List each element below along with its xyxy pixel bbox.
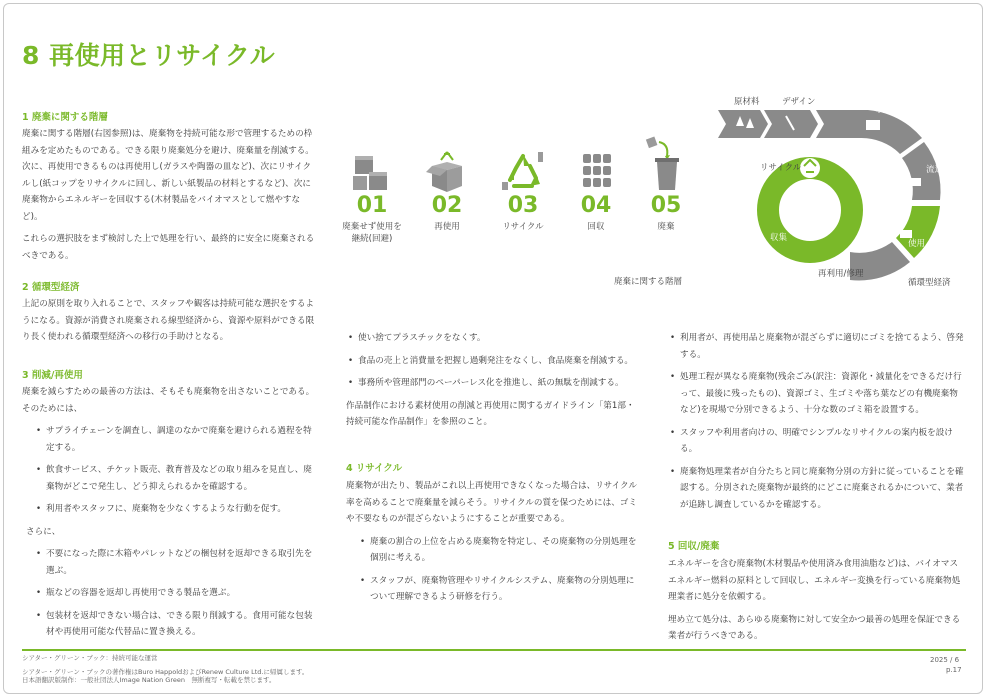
list-item: • スタッフや利用者向けの、明確でシンプルなリサイクルの案内板を設ける。 xyxy=(668,425,964,458)
section-heading-3: 3 削減/再使用 xyxy=(22,370,83,381)
paragraph: 作品制作における素材使用の削減と再使用に関するガイドライン「第1部・持続可能な作品制作」を参照のこと。 xyxy=(346,400,635,427)
paragraph: さらに、 xyxy=(26,526,61,537)
ce-label-manufacturing: 製造 xyxy=(876,105,894,115)
boxes-icon xyxy=(351,148,393,194)
list-item: • スタッフが、廃棄物管理やリサイクルシステム、廃棄物の分別処理について理解できるよう研修を行う。 xyxy=(358,573,642,606)
hierarchy-step-04 xyxy=(566,148,626,233)
bullet-list xyxy=(358,534,642,606)
recycle-icon xyxy=(500,148,546,194)
ce-label-raw-materials: 原材料 xyxy=(734,97,760,107)
step-label: 回収 xyxy=(587,222,605,232)
open-box-icon xyxy=(426,148,468,194)
footer-translation: 日本語翻訳版制作：一般社団法人Image Nation Green 無断複写・転載を禁じます。 xyxy=(22,676,276,684)
section-heading-5: 5 回収/廃棄 xyxy=(668,541,720,552)
step-number: 04 xyxy=(580,193,612,218)
circular-economy-caption: 循環型経済 xyxy=(908,278,951,288)
circular-economy-diagram xyxy=(700,90,970,290)
footer-date: 2025 / 6 xyxy=(930,656,960,664)
footer-rule xyxy=(22,649,966,651)
paragraph: エネルギーを含む廃棄物(木材製品や使用済み食用油脂など)は、バイオマスエネルギー燃料の原料として回収し、エネルギー変換を行っている廃棄物処理業者に処分を依頼する。 xyxy=(668,559,961,602)
hierarchy-step-02 xyxy=(417,148,477,233)
footer-title: シアター・グリーン・ブック：持続可能な運営 xyxy=(22,654,158,662)
section-heading-4: 4 リサイクル xyxy=(346,463,403,474)
footer-copyright: シアター・グリーン・ブックの著作権はBuro HappoldおよびRenew Culture Ltd.に帰属します。 xyxy=(22,668,309,676)
bullet-list xyxy=(346,330,642,392)
ce-label-design: デザイン xyxy=(782,97,816,107)
section-2-body xyxy=(22,296,318,346)
paragraph: これらの選択肢をまず検討した上で処理を行い、最終的に安全に廃棄されるべきである。 xyxy=(22,234,315,261)
section-heading-2: 2 循環型経済 xyxy=(22,282,80,293)
page-title: 8 再使用とリサイクル xyxy=(22,41,276,70)
section-1-body xyxy=(22,126,318,264)
list-item: • サプライチェーンを調査し、調達のなかで廃棄を避けられる過程を特定する。 xyxy=(34,423,318,456)
ce-label-distribution: 流通 xyxy=(926,165,944,175)
hierarchy-caption: 廃棄に関する階層 xyxy=(614,277,683,287)
step-label: 廃棄 xyxy=(657,222,675,232)
bullet-list xyxy=(34,546,318,641)
ce-label-reuse-repair: 再利用/修理 xyxy=(818,269,864,279)
step-number: 05 xyxy=(650,193,682,218)
step-number: 01 xyxy=(356,193,388,218)
list-item: • 処理工程が異なる廃棄物(残余ごみ(訳注：資源化・減量化をできるだけ行って、最後に残ったもの)、資源ゴミ、生ゴミや落ち葉などの有機廃棄物など)を現場で分別できるよう、十分な数のゴミ箱を設置する。 xyxy=(668,369,964,419)
step-label: リサイクル xyxy=(502,222,544,232)
ce-label-collection: 収集 xyxy=(770,233,788,243)
hierarchy-step-05 xyxy=(636,134,696,233)
list-item: • 食品の売上と消費量を把握し過剰発注をなくし、食品廃棄を削減する。 xyxy=(346,353,642,370)
stacked-cans-icon xyxy=(575,148,617,194)
column-2-top xyxy=(346,330,642,431)
section-5-body xyxy=(668,556,964,645)
section-3-body xyxy=(22,384,318,647)
list-item: • 廃棄の割合の上位を占める廃棄物を特定し、その廃棄物の分別処理を個別に考える。 xyxy=(358,534,642,567)
step-number: 03 xyxy=(507,193,539,218)
paragraph: 廃棄を減らすための最善の方法は、そもそも廃棄物を出さないことである。そのためには、 xyxy=(22,387,315,414)
list-item: • 廃棄物処理業者が自分たちと同じ廃棄物分別の方針に従っていることを確認する。分別された廃棄物が最終的にどこに廃棄されるかについて、業者が追跡し調査しているかを確認する。 xyxy=(668,464,964,514)
list-item: • 瓶などの容器を返却し再使用できる製品を選ぶ。 xyxy=(34,585,318,602)
trash-bin-icon xyxy=(643,134,689,194)
paragraph: 埋め立て処分は、あらゆる廃棄物に対して安全かつ最善の処理を保証できる業者が行うべきである。 xyxy=(668,614,961,641)
step-number: 02 xyxy=(431,193,463,218)
list-item: • 不要になった際に木箱やパレットなどの梱包材を返却できる取引先を選ぶ。 xyxy=(34,546,318,579)
paragraph: 上記の原則を取り入れることで、スタッフや観客は持続可能な選択をするようになる。資源が消費され廃棄される線型経済から、資源や原料ができる限り長く使われる循環型経済への移行の手助けとなる。 xyxy=(22,299,315,342)
list-item: • 使い捨てプラスチックをなくす。 xyxy=(346,330,642,347)
ce-label-use: 使用 xyxy=(908,239,926,249)
bullet-list xyxy=(34,423,318,518)
step-label: 再使用 xyxy=(434,222,460,232)
bullet-list xyxy=(668,330,964,513)
list-item: • 利用者が、再使用品と廃棄物が混ざらずに適切にゴミを捨てるよう、啓発する。 xyxy=(668,330,964,363)
section-4-body xyxy=(346,478,642,612)
section-heading-1: 1 廃棄に関する階層 xyxy=(22,112,108,123)
list-item: • 包装材を返却できない場合は、できる限り削減する。食用可能な包装材や再使用可能な代替品に置き換える。 xyxy=(34,608,318,641)
page-number: p.17 xyxy=(946,666,962,674)
paragraph: 廃棄物が出たり、製品がこれ以上再使用できなくなった場合は、リサイクル率を高めることで廃棄量を減らそう。リサイクルの質を保つためには、ゴミや不要なものが混ざらないようにすることが重要である。 xyxy=(346,481,637,524)
column-3-top xyxy=(668,330,964,519)
hierarchy-step-03 xyxy=(493,148,553,233)
list-item: • 利用者やスタッフに、廃棄物を少なくするような行動を促す。 xyxy=(34,501,318,518)
list-item: • 事務所や管理部門のペーパーレス化を推進し、紙の無駄を削減する。 xyxy=(346,375,642,392)
list-item: • 飲食サービス、チケット販売、教育普及などの取り組みを見直し、廃棄物がどこで発生し、どう抑えられるかを確認する。 xyxy=(34,462,318,495)
ce-label-recycling: リサイクル xyxy=(760,163,802,173)
hierarchy-step-01 xyxy=(342,148,402,245)
paragraph: 廃棄に関する階層(右図参照)は、廃棄物を持続可能な形で管理するための枠組みを定めたものである。できる限り廃棄処分を避け、廃棄量を削減する。次に、再使用できるものは再使用し(ガラスや陶器の皿など)、次にリサイクルし(紙コップをリサイクルに回し、新しい紙製品の材料とするなど)、次に廃棄物からエネルギーを回収する(木材製品をバイオマスとして燃やすなど)。 xyxy=(22,129,314,222)
step-label: 廃棄せず使用を継続(回避) xyxy=(342,222,402,244)
